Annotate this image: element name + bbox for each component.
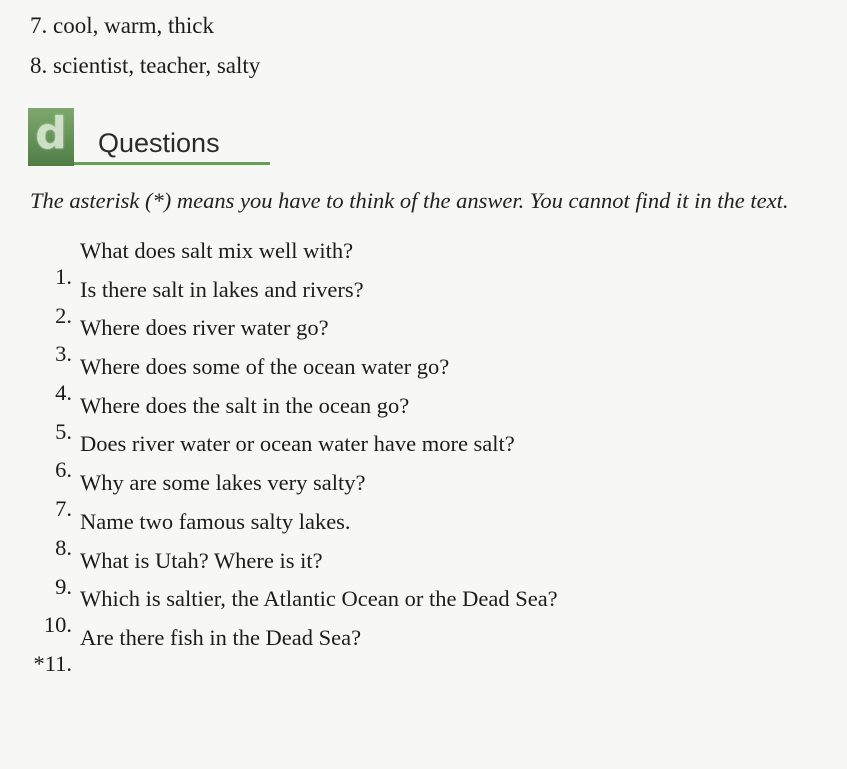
question-number: 4. (55, 380, 72, 406)
item-text: cool, warm, thick (53, 13, 214, 38)
question-number: 2. (55, 302, 72, 328)
question-text: Is there salt in lakes and rivers? (80, 276, 364, 302)
question-number: 7. (55, 496, 72, 522)
question-text: Where does the salt in the ocean go? (80, 392, 410, 418)
section-title: Questions (98, 128, 220, 158)
question-number: 10. (43, 612, 72, 638)
question-number: 5. (55, 418, 72, 444)
question-text: Why are some lakes very salty? (80, 470, 366, 496)
previous-answer-list (30, 0, 260, 86)
list-item (30, 46, 260, 86)
section-letter-badge (28, 108, 74, 166)
question-number: 3. (55, 341, 72, 367)
questions-list (0, 232, 558, 676)
question-text: Which is saltier, the Atlantic Ocean or the Dead Sea? (80, 586, 558, 612)
question-item (0, 619, 558, 676)
question-text: What is Utah? Where is it? (80, 547, 323, 573)
question-text: What does salt mix well with? (80, 238, 354, 263)
item-number: 8. (30, 53, 48, 78)
question-number: 1. (55, 264, 72, 289)
instructions-text: The asterisk (*) means you have to think of the answer. You cannot find it in the text. (30, 188, 789, 213)
question-text: Name two famous salty lakes. (80, 508, 351, 534)
question-text: Where does river water go? (80, 315, 329, 341)
question-number: *11. (33, 650, 72, 676)
item-text: scientist, teacher, salty (53, 53, 261, 78)
item-number: 7. (30, 13, 48, 38)
question-text: Where does some of the ocean water go? (80, 354, 450, 380)
section-header (28, 108, 248, 170)
section-letter: d (35, 108, 67, 159)
question-text: Are there fish in the Dead Sea? (80, 624, 362, 650)
question-number: 9. (55, 573, 72, 599)
section-underline (74, 162, 270, 165)
question-text: Does river water or ocean water have more salt? (80, 431, 515, 457)
question-number: 6. (55, 457, 72, 483)
question-number: 8. (55, 534, 72, 560)
list-item (30, 6, 260, 46)
